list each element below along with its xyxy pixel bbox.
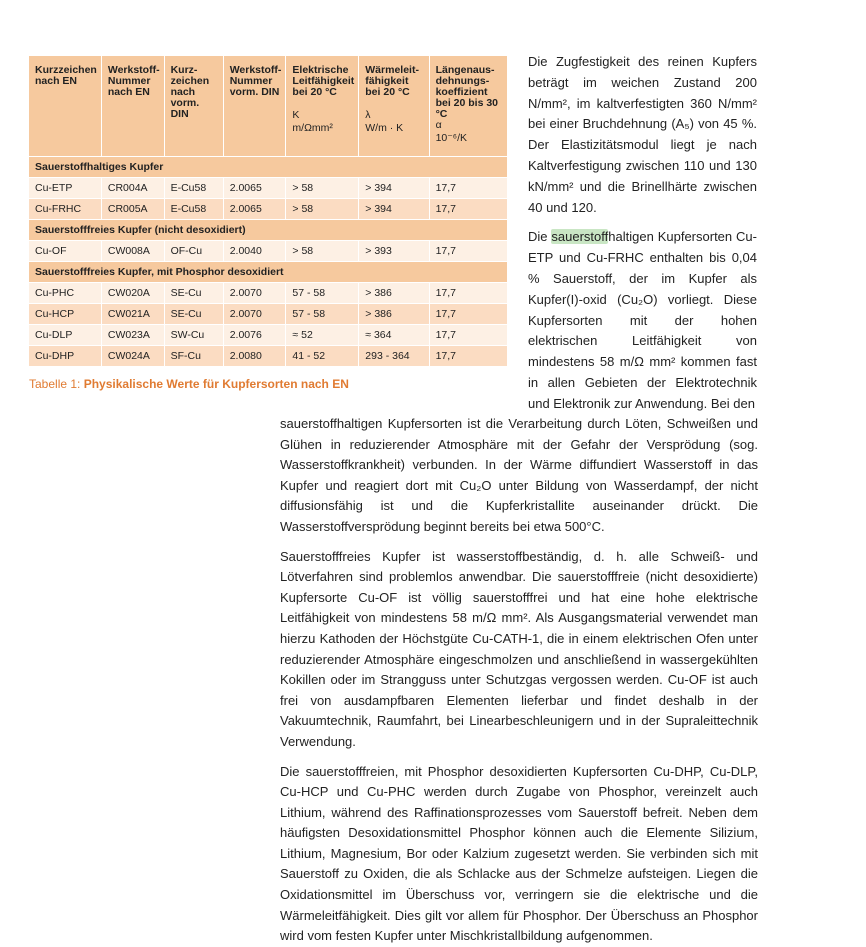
paragraph: Sauerstofffreies Kupfer ist wasserstoffbeständig, d. h. alle Schweiß- und Lötverfahren sind problemlos anwendbar. Die sauerstofffreie (nicht desoxidierte) Kupfersorte Cu-OF ist völlig sauerstofffrei und hat eine hohe elektrische Leitfähigkeit von mindestens 58 m/Ω mm². Als Ausgangsmaterial verwendet man hierzu Kathoden der Höchstgüte Cu-CATH-1, die in einem elektrischen Ofen unter reduzierender Atmosphäre eingeschmolzen und anschließend in wassergekühlten Kokillen oder im Strangguss unter Schutzgas vergossen werden. Cu-OF ist auch frei von ausdampfbaren Elementen lieferbar und findet deshalb in der Vakuumtechnik, Raumfahrt, bei Linearbeschleunigern und in der Supraleittechnik Verwendung. (280, 548, 758, 749)
group-title: Sauerstofffreies Kupfer (nicht desoxidiert) (29, 219, 508, 240)
table-cell: Cu-OF (29, 240, 101, 261)
table-cell: > 58 (286, 198, 359, 219)
table-cell: > 58 (286, 240, 359, 261)
unit-label: 10⁻⁶/K (435, 132, 468, 144)
group-title: Sauerstoffhaltiges Kupfer (29, 156, 508, 177)
unit-label: m/Ωmm² (292, 122, 333, 134)
col-header-laengenausdehnung: Längenaus-dehnungs-koeffizient bei 20 bis 30 °C α 10⁻⁶/K (429, 56, 507, 156)
unit-symbol: α (435, 119, 442, 131)
table-cell: > 58 (286, 177, 359, 198)
table-caption (29, 377, 349, 391)
table-cell: CW021A (101, 303, 164, 324)
table-cell: 17,7 (429, 282, 507, 303)
table-cell: 2.0080 (223, 345, 286, 366)
caption-title: Physikalische Werte für Kupfersorten nach EN (83, 377, 349, 391)
col-header-kurzzeichen-din: Kurz-zeichen nach vorm. DIN (164, 56, 223, 156)
table-cell: SE-Cu (164, 282, 223, 303)
table-cell: Cu-FRHC (29, 198, 101, 219)
table-cell: Cu-PHC (29, 282, 101, 303)
table-row (29, 198, 508, 219)
table-cell: Cu-HCP (29, 303, 101, 324)
table-cell: OF-Cu (164, 240, 223, 261)
group-title: Sauerstofffreies Kupfer, mit Phosphor desoxidiert (29, 261, 508, 282)
unit-symbol: K (292, 109, 300, 121)
table-cell: 293 - 364 (359, 345, 429, 366)
table-cell: 57 - 58 (286, 282, 359, 303)
col-header-leitfaehigkeit: Elektrische Leitfähigkeit bei 20 °C K m/Ωmm² (286, 56, 359, 156)
col-header-werkstoffnummer-en: Werkstoff-Nummer nach EN (101, 56, 164, 156)
table-group-row (29, 156, 508, 177)
table-header (29, 56, 508, 156)
table-cell: 2.0065 (223, 177, 286, 198)
col-header-waermeleitfaehigkeit: Wärmeleit-fähigkeit bei 20 °C λ W/m · K (359, 56, 429, 156)
table-cell: > 393 (359, 240, 429, 261)
table-cell: 17,7 (429, 198, 507, 219)
table-cell: CW024A (101, 345, 164, 366)
side-column-text (528, 52, 757, 415)
table-cell: 17,7 (429, 303, 507, 324)
table-cell: 2.0040 (223, 240, 286, 261)
unit-label: W/m · K (365, 122, 404, 134)
col-header-kurzzeichen-en: Kurzzeichen nach EN (29, 56, 101, 156)
main-column-text (280, 414, 758, 947)
paragraph: sauerstoffhaltigen Kupfersorten ist die Verarbeitung durch Löten, Schweißen und Glühen in reduzierender Atmosphäre mit der Gefahr der Versprödung (sog. Wasserstoffkrankheit) verbunden. In der Wärme diffundiert Wasserstoff in das Kupfer und reagiert dort mit Cu₂O unter Bildung von Wasserdampf, der nicht diffusionsfähig ist und die Kupferkristallite auseinander drückt. Die Wasserstoffversprödung beginnt bereits bei etwa 500°C. (280, 416, 758, 534)
table-cell: 41 - 52 (286, 345, 359, 366)
table-cell: 57 - 58 (286, 303, 359, 324)
paragraph: Die Zugfestigkeit des reinen Kupfers beträgt im weichen Zustand 200 N/mm², im kaltverfestigten 360 N/mm² bei einer Bruchdehnung (A₅) von 45 %. Der Elastizitätsmodul liegt je nach Kaltverfestigung zwischen 110 und 130 kN/mm² und die Brinellhärte zwischen 40 und 120. (528, 54, 757, 215)
table-cell: 2.0070 (223, 303, 286, 324)
table-cell: Cu-DLP (29, 324, 101, 345)
table-cell: ≈ 52 (286, 324, 359, 345)
table-row (29, 177, 508, 198)
table-body (29, 156, 508, 366)
table-cell: SE-Cu (164, 303, 223, 324)
table-cell: 17,7 (429, 240, 507, 261)
table-cell: E-Cu58 (164, 177, 223, 198)
table-cell: SF-Cu (164, 345, 223, 366)
table-cell: CW020A (101, 282, 164, 303)
paragraph: Die sauerstofffreien, mit Phosphor desoxidierten Kupfersorten Cu-DHP, Cu-DLP, Cu-HCP und Cu-PHC werden durch Zugabe von Phosphor, vereinzelt auch Lithium, während des Raffinationsprozesses vom Sauerstoff befreit. Neben dem häufigsten Desoxidationsmittel Phosphor können auch die Elemente Silizium, Lithium, Magnesium, Bor oder Kalzium zugesetzt werden. Sie verbinden sich mit Sauerstoff zu Oxiden, die als Schlacke aus der Schmelze aufsteigen. Liegen die Oxidationsmittel im Überschuss vor, verringern sie die elektrische und die Wärmeleitfähigkeit. Dies gilt vor allem für Phosphor. Der Überschuss an Phosphor wird vom festen Kupfer unter Mischkristallbildung aufgenommen. (280, 763, 758, 944)
text-span: Die (528, 229, 552, 245)
table-row (29, 303, 508, 324)
table-row (29, 345, 508, 366)
table-cell: 2.0070 (223, 282, 286, 303)
unit-symbol: λ (365, 109, 371, 121)
table-cell: > 394 (359, 198, 429, 219)
table-row (29, 324, 508, 345)
table-cell: Cu-ETP (29, 177, 101, 198)
table-cell: 17,7 (429, 324, 507, 345)
table-cell: CR004A (101, 177, 164, 198)
text-span: haltigen Kupfersorten Cu-ETP und Cu-FRHC enthalten bis 0,04 % Sauerstoff, der im Kupfer als Kupfer(I)-oxid (Cu₂O) vorliegt. Diese Kupfersorten mit der hohen elektrischen Leitfähigkeit von mindestens 58 m/Ω mm² kommen fast in allen Gebieten der Elektrotechnik und Elektronik zur Anwendung. Bei den (528, 229, 757, 411)
table-cell: 2.0065 (223, 198, 286, 219)
table-group-row (29, 261, 508, 282)
properties-table-container (29, 56, 508, 366)
table-cell: 2.0076 (223, 324, 286, 345)
table-cell: CW023A (101, 324, 164, 345)
table-cell: 17,7 (429, 177, 507, 198)
table-cell: ≈ 364 (359, 324, 429, 345)
highlighted-text: sauerstoff (551, 229, 609, 245)
table-cell: > 394 (359, 177, 429, 198)
paragraph (528, 227, 757, 414)
table-cell: > 386 (359, 303, 429, 324)
table-cell: > 386 (359, 282, 429, 303)
table-cell: 17,7 (429, 345, 507, 366)
table-cell: CW008A (101, 240, 164, 261)
table-cell: SW-Cu (164, 324, 223, 345)
table-row (29, 282, 508, 303)
table-cell: E-Cu58 (164, 198, 223, 219)
table-row (29, 240, 508, 261)
table-cell: Cu-DHP (29, 345, 101, 366)
copper-properties-table (29, 56, 508, 366)
table-group-row (29, 219, 508, 240)
caption-prefix: Tabelle 1: (29, 377, 84, 391)
table-cell: CR005A (101, 198, 164, 219)
col-header-werkstoffnummer-din: Werkstoff-Nummer vorm. DIN (223, 56, 286, 156)
